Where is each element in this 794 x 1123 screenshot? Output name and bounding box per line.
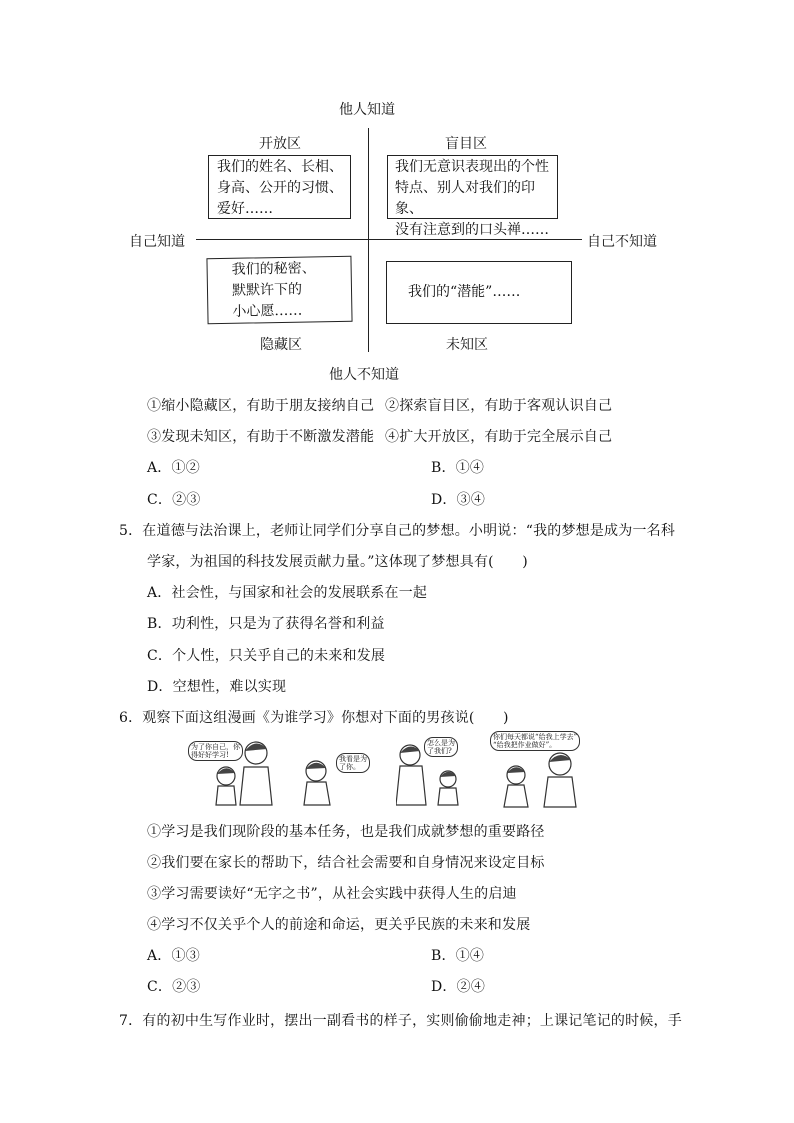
q5-stem-line-1: 5．在道德与法治课上，老师让同学们分享自己的梦想。小明说：“我的梦想是成为一名科 (119, 523, 676, 539)
vertical-axis (368, 128, 369, 352)
open-zone-box (208, 155, 351, 219)
comic-bubble-4: 你们每天都说“给我上学去” “给我把作业做好”。 (490, 731, 580, 751)
q4-statement-2: ②探索盲目区，有助于客观认识自己 (385, 398, 613, 414)
parent-and-child-icon (188, 731, 280, 809)
q6-stem: 6．观察下面这组漫画《为谁学习》你想对下面的男孩说( ) (119, 710, 509, 726)
hidden-zone-title: 隐藏区 (260, 337, 302, 353)
unknown-zone-box (386, 261, 572, 324)
q5-option-a[interactable]: A．社会性，与国家和社会的发展联系在一起 (147, 585, 428, 601)
child-icon (298, 731, 384, 809)
q6-statement-2: ②我们要在家长的帮助下，结合社会需要和自身情况来设定目标 (147, 855, 545, 871)
unknown-zone-title: 未知区 (446, 337, 488, 353)
hidden-zone-box (206, 256, 352, 325)
comic-bubble-1: 为了你自己，你 得好好学习! (188, 741, 243, 761)
unknown-zone-text: 我们的“潜能”…… (408, 284, 521, 300)
q6-option-a[interactable]: A．①③ (147, 948, 200, 964)
parent-and-child-icon (396, 731, 476, 809)
open-zone-text: 我们的姓名、长相、 身高、公开的习惯、 爱好…… (217, 159, 343, 217)
right-axis-label: 自己不知道 (587, 234, 657, 250)
q4-option-b[interactable]: B．①④ (431, 460, 485, 476)
q5-option-d[interactable]: D．空想性，难以实现 (147, 679, 287, 695)
left-axis-label: 自己知道 (129, 234, 185, 250)
q5-option-b[interactable]: B．功利性，只是为了获得名誉和利益 (147, 616, 385, 632)
q6-statement-1: ①学习是我们现阶段的基本任务，也是我们成就梦想的重要路径 (147, 824, 545, 840)
bottom-axis-label: 他人不知道 (329, 367, 399, 383)
q6-statement-4: ④学习不仅关乎个人的前途和命运，更关乎民族的未来和发展 (147, 917, 531, 933)
q6-option-c[interactable]: C．②③ (147, 979, 201, 995)
q4-statement-3: ③发现未知区，有助于不断激发潜能 (147, 429, 375, 445)
q6-statement-3: ③学习需要读好“无字之书”，从社会实践中获得人生的启迪 (147, 886, 517, 902)
hidden-zone-text: 我们的秘密、 默默许下的 小心愿…… (231, 260, 316, 320)
comic-panel-4 (490, 731, 616, 809)
comic-panel-1 (188, 731, 280, 809)
q4-option-c[interactable]: C．②③ (147, 492, 201, 508)
q4-option-a[interactable]: A．①② (147, 460, 200, 476)
q7-stem-line-1: 7．有的初中生写作业时，摆出一副看书的样子，实则偷偷地走神；上课记笔记的时候，手 (119, 1013, 682, 1029)
q4-statement-4: ④扩大开放区，有助于完全展示自己 (385, 429, 613, 445)
top-axis-label: 他人知道 (339, 102, 395, 118)
q5-stem-line-2: 学家，为祖国的科技发展贡献力量。”这体现了梦想具有( ) (147, 554, 528, 570)
q6-option-d[interactable]: D．②④ (431, 979, 486, 995)
comic-bubble-2: 我看是为 了你。 (336, 753, 370, 773)
q6-option-b[interactable]: B．①④ (431, 948, 485, 964)
blind-zone-text: 我们无意识表现出的个性 特点、别人对我们的印象、 没有注意到的口头禅…… (395, 159, 549, 238)
parent-and-child-icon (490, 731, 616, 809)
open-zone-title: 开放区 (259, 136, 301, 152)
q4-statement-1: ①缩小隐藏区，有助于朋友接纳自己 (147, 398, 375, 414)
comic-bubble-3: 怎么是为 了我们? (424, 737, 458, 757)
comic-panel-3 (396, 731, 476, 809)
comic-panel-2 (298, 731, 384, 809)
blind-zone-title: 盲目区 (445, 136, 487, 152)
blind-zone-box (387, 155, 558, 238)
q4-option-d[interactable]: D．③④ (431, 492, 486, 508)
q5-option-c[interactable]: C．个人性，只关乎自己的未来和发展 (147, 648, 386, 664)
